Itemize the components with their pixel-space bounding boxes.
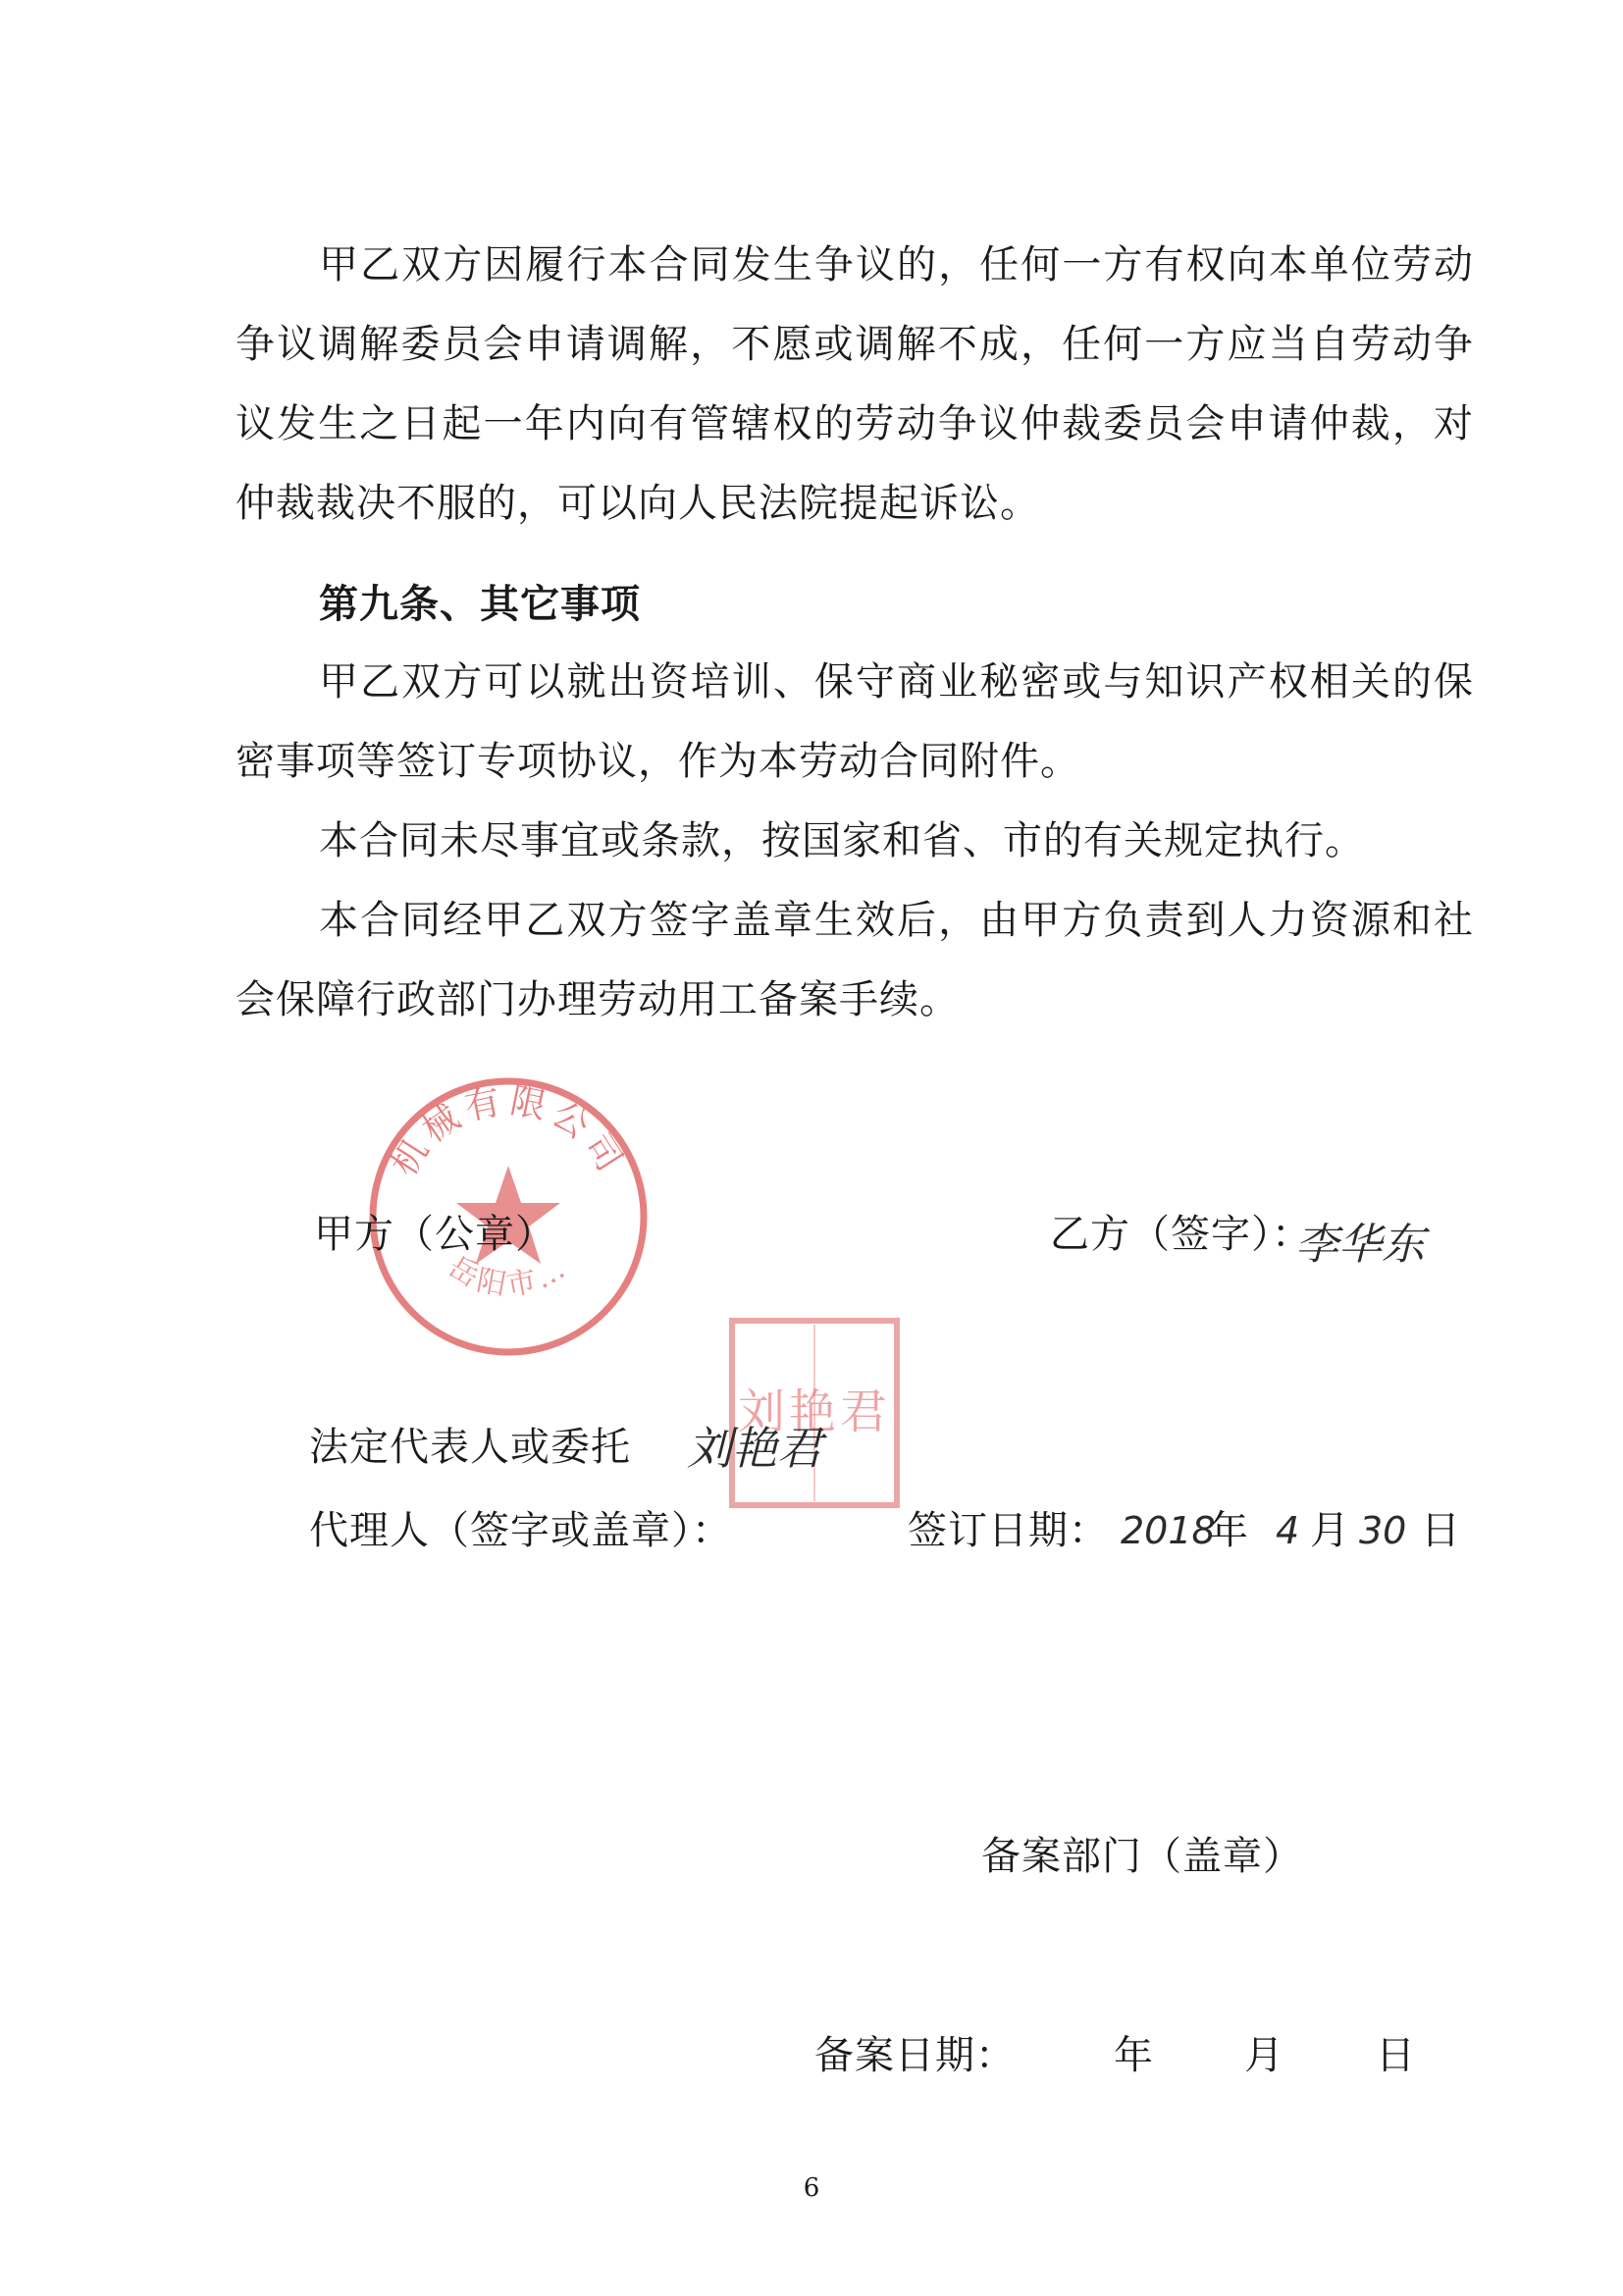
personal-seal-text: 刘艳君 <box>737 1384 892 1439</box>
filing-day-char: 日 <box>1376 2033 1416 2078</box>
company-seal-text: 机械有限公司 <box>384 1080 633 1183</box>
article-9-heading: 第九条、其它事项 <box>319 581 641 627</box>
filing-month-char: 月 <box>1244 2033 1284 2078</box>
paragraph-dispute: 甲乙双方因履行本合同发生争议的，任何一方有权向本单位劳动争议调解委员会申请调解，不愿或调解不成，任何一方应当自劳动争议发生之日起一年内向有管辖权的劳动争议仲裁委员会申请仲裁，对仲裁裁决不服的，可以向人民法院提起诉讼。 <box>236 242 1474 526</box>
paragraph-unaddressed-matters: 本合同未尽事宜或条款，按国家和省、市的有关规定执行。 <box>319 818 1365 863</box>
sign-year-char: 年 <box>1209 1508 1249 1553</box>
party-b-label: 乙方（签字）： <box>1050 1212 1312 1257</box>
page-number: 6 <box>803 2173 820 2203</box>
filing-year-char: 年 <box>1114 2033 1154 2078</box>
filing-date-label: 备案日期： <box>814 2033 1016 2078</box>
representative-label-line2: 代理人（签字或盖章）： <box>309 1508 732 1553</box>
representative-signature: 刘艳君 <box>687 1422 822 1475</box>
sign-month-char: 月 <box>1310 1508 1350 1553</box>
sign-day-char: 日 <box>1421 1508 1461 1553</box>
representative-label-line1: 法定代表人或委托 <box>309 1425 631 1470</box>
party-b-signature: 李华东 <box>1295 1220 1425 1270</box>
sign-day-value: 30 <box>1359 1509 1407 1552</box>
party-a-label: 甲方（公章） <box>314 1212 555 1257</box>
sign-year-value: 2018 <box>1121 1509 1216 1552</box>
company-seal-bottom-text: 岳阳市… <box>442 1249 575 1304</box>
paragraph-special-agreements: 甲乙双方可以就出资培训、保守商业秘密或与知识产权相关的保密事项等签订专项协议，作为本劳动合同附件。 <box>236 659 1474 784</box>
sign-month-value: 4 <box>1276 1509 1300 1552</box>
sign-date-label: 签订日期： <box>908 1508 1109 1553</box>
filing-department-label: 备案部门（盖章） <box>981 1834 1303 1879</box>
paragraph-filing-procedure: 本合同经甲乙双方签字盖章生效后，由甲方负责到人力资源和社会保障行政部门办理劳动用工备案手续。 <box>236 898 1474 1022</box>
